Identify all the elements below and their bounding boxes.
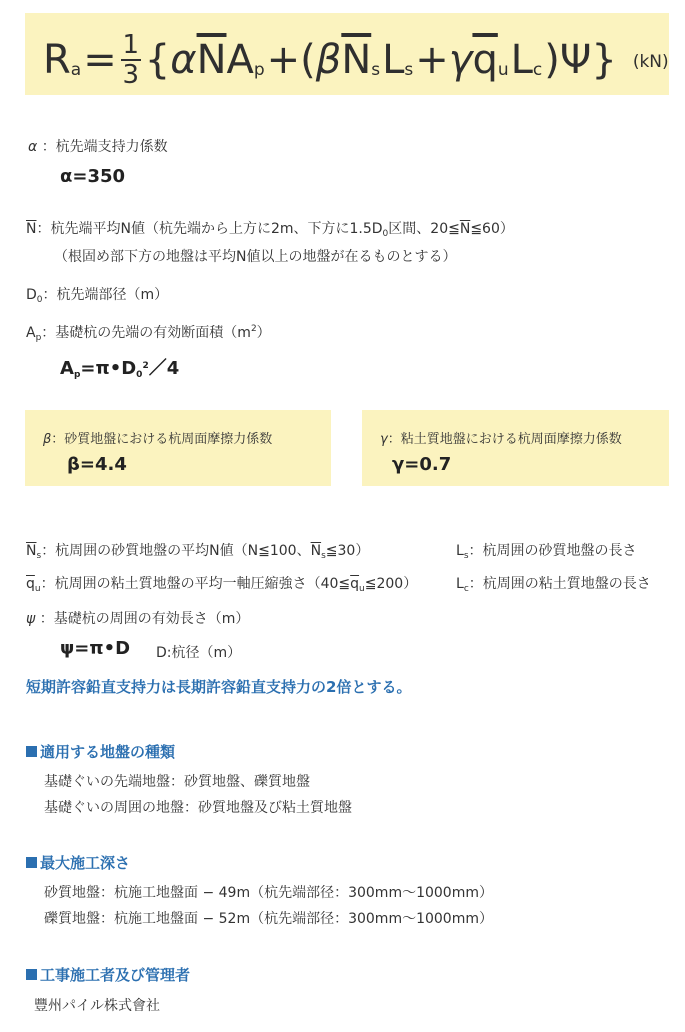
beta-definition: β：砂質地盤における杭周面摩擦力係数 xyxy=(43,432,273,447)
lc-definition: $L_c$：杭周囲の粘土質地盤の長さ xyxy=(456,576,651,594)
formula-box xyxy=(25,13,669,95)
section-depth-heading: 最大施工深さ xyxy=(26,852,130,873)
alpha-definition: α ：杭先端支持力係数 xyxy=(28,139,168,155)
ap-definition: $A_p$：基礎杭の先端の有効断面積$(m^2)$ xyxy=(26,324,271,343)
gamma-definition: γ：粘土質地盤における杭周面摩擦力係数 xyxy=(380,432,622,447)
short-term-note: 短期許容鉛直支持力は長期許容鉛直支持力の2倍とする。 xyxy=(26,678,412,696)
beta-box xyxy=(25,410,331,486)
psi-note: D:杭径（m） xyxy=(156,645,242,661)
ap-value: $Ap=\pi•D0^2/4$ xyxy=(60,358,180,380)
square-bullet-icon xyxy=(26,969,37,980)
alpha-value: α=350 xyxy=(60,166,126,187)
capacity-formula: R a = $\frac{1}{3}$ { α $\overline{N}$ A p +( β $\overline{N}$ s L s + γ $\overline{q}$ u L c )Ψ} (kN) xyxy=(43,30,669,90)
depth-line-2: 礫質地盤：杭施工地盤面 − 52m（杭先端部径：300mm〜1000mm） xyxy=(44,911,493,927)
section-ground-heading: 適用する地盤の種類 xyxy=(26,741,175,762)
ns-definition: $\overline{N}_s$：杭周囲の砂質地盤の平均N値（N≦100、$\overline{N}_s≦30$） xyxy=(26,543,370,561)
qu-definition: $\overline{q}_u$：杭周囲の粘土質地盤の平均一軸圧縮強さ$(40≦\overline{q}_u≦200)$ xyxy=(26,576,418,594)
gamma-box xyxy=(362,410,669,486)
depth-line-1: 砂質地盤：杭施工地盤面 − 49m（杭先端部径：300mm〜1000mm） xyxy=(44,885,493,901)
d0-definition: $D_0$：杭先端部径（m） xyxy=(26,287,169,305)
square-bullet-icon xyxy=(26,746,37,757)
n-note: （根固め部下方の地盤は平均N値以上の地盤が在るものとする） xyxy=(54,249,457,265)
builder-line-1: 豐州パイル株式會社 xyxy=(34,998,160,1014)
ls-definition: $L_s$：杭周囲の砂質地盤の長さ xyxy=(456,543,637,561)
ground-line-2: 基礎ぐいの周囲の地盤：砂質地盤及び粘土質地盤 xyxy=(44,800,352,816)
formula-fraction: $\frac{1}{3}$ xyxy=(122,30,139,90)
ground-line-1: 基礎ぐいの先端地盤：砂質地盤、礫質地盤 xyxy=(44,774,310,790)
psi-definition: ψ ：基礎杭の周囲の有効長さ（m） xyxy=(26,611,250,627)
gamma-value: γ=0.7 xyxy=(392,454,452,475)
section-builder-heading: 工事施工者及び管理者 xyxy=(26,964,190,985)
n-definition: $\overline{N}$：杭先端平均N値（杭先端から上方に2m、下方に$1.5D_0$区間、$20≦\overline{N}≦60$） xyxy=(26,221,514,239)
psi-value: ψ=π•D xyxy=(60,638,131,659)
beta-value: β=4.4 xyxy=(67,454,127,475)
square-bullet-icon xyxy=(26,857,37,868)
